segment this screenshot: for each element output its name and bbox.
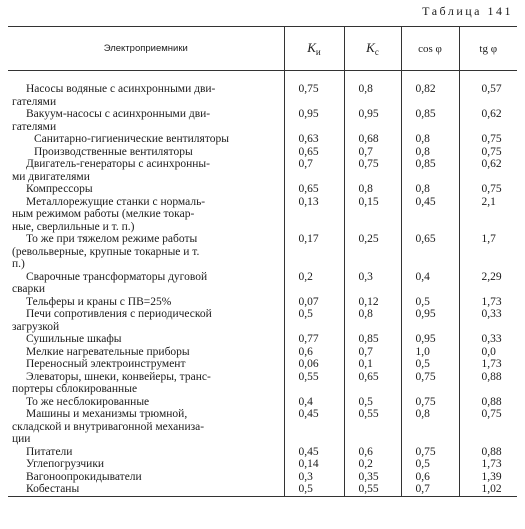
row-kc-value: 0,95 — [344, 108, 401, 133]
table-row — [8, 371, 517, 396]
row-tg-value: 0,88 — [459, 371, 517, 396]
row-cos-value: 1,0 — [401, 346, 459, 359]
row-tg-value: 0,62 — [459, 158, 517, 183]
table-row — [8, 483, 517, 496]
row-tg-value: 1,02 — [459, 483, 517, 496]
row-kc-value: 0,85 — [344, 333, 401, 346]
row-cos-value: 0,75 — [401, 371, 459, 396]
row-kc-value: 0,65 — [344, 371, 401, 396]
row-kc-value: 0,15 — [344, 196, 401, 234]
header-tg-phi: tg φ — [459, 27, 517, 71]
name-line: Насосы водяные с асинхронными дви- — [26, 83, 216, 95]
row-tg-value: 1,73 — [459, 458, 517, 471]
name-line: Компрессоры — [26, 183, 93, 195]
row-ki-value: 0,3 — [284, 471, 344, 484]
row-ki-value: 0,5 — [284, 308, 344, 333]
name-line: Вагоноопрокидыватели — [26, 470, 142, 483]
name-line: Мелкие нагревательные приборы — [26, 345, 190, 358]
header-cos-phi: cos φ — [401, 27, 459, 71]
row-kc-value: 0,35 — [344, 471, 401, 484]
row-consumer-name — [8, 271, 284, 296]
table-row — [8, 458, 517, 471]
name-line: ным режимом работы (мелкие токар- — [12, 208, 195, 220]
row-kc-value: 0,55 — [344, 483, 401, 496]
name-line: То же при тяжелом режиме работы — [26, 233, 198, 245]
row-consumer-name — [8, 408, 284, 446]
table-row — [8, 108, 517, 133]
name-line: (револьверные, крупные токарные и т. — [12, 245, 200, 258]
table-row — [8, 233, 517, 271]
name-line: То же несблокированные — [26, 395, 150, 408]
row-ki-value: 0,95 — [284, 108, 344, 133]
table-row — [8, 408, 517, 446]
table-row — [8, 308, 517, 333]
name-line: ные, сверлильные и т. п.) — [12, 220, 135, 233]
row-ki-value: 0,7 — [284, 158, 344, 183]
table-row — [8, 446, 517, 459]
header-ki: $К_и$ — [284, 27, 344, 71]
name-line: портеры сблокированные — [12, 383, 138, 395]
row-cos-value: 0,75 — [401, 446, 459, 459]
row-cos-value: 0,8 — [401, 146, 459, 159]
header-consumers: Электроприемники — [8, 27, 284, 71]
row-consumer-name — [8, 346, 284, 359]
row-cos-value: 0,5 — [401, 458, 459, 471]
row-kc-value: 0,7 — [344, 146, 401, 159]
name-line: ми двигателями — [12, 170, 90, 183]
row-consumer-name — [8, 108, 284, 133]
row-tg-value: 0,0 — [459, 346, 517, 359]
row-tg-value: 0,33 — [459, 308, 517, 333]
name-line: Сварочные трансформаторы дуговой — [26, 270, 208, 283]
row-ki-value: 0,63 — [284, 133, 344, 146]
row-consumer-name — [8, 358, 284, 371]
row-consumer-name — [8, 71, 284, 109]
row-kc-value: 0,5 — [344, 396, 401, 409]
row-kc-value: 0,2 — [344, 458, 401, 471]
row-tg-value: 1,39 — [459, 471, 517, 484]
row-consumer-name — [8, 396, 284, 409]
row-kc-value: 0,6 — [344, 446, 401, 459]
row-ki-value: 0,5 — [284, 483, 344, 496]
name-line: Печи сопротивления с периодической — [26, 308, 212, 320]
table-row — [8, 346, 517, 359]
row-kc-value: 0,7 — [344, 346, 401, 359]
name-line: ции — [12, 433, 31, 445]
name-line: гателями — [12, 120, 57, 133]
table-row — [8, 183, 517, 196]
row-cos-value: 0,95 — [401, 308, 459, 333]
row-consumer-name — [8, 458, 284, 471]
row-consumer-name — [8, 471, 284, 484]
table-body — [8, 71, 517, 497]
name-line: Питатели — [26, 445, 73, 458]
table-row — [8, 296, 517, 309]
row-cos-value: 0,5 — [401, 296, 459, 309]
row-cos-value: 0,75 — [401, 396, 459, 409]
table-row — [8, 358, 517, 371]
row-consumer-name — [8, 196, 284, 234]
name-line: Вакуум-насосы с асинхронными дви- — [26, 108, 211, 120]
name-line: гателями — [12, 95, 57, 108]
row-cos-value: 0,85 — [401, 158, 459, 183]
name-line: сварки — [12, 283, 45, 295]
name-line: Элеваторы, шнеки, конвейеры, транс- — [26, 370, 211, 383]
row-consumer-name — [8, 446, 284, 459]
row-ki-value: 0,55 — [284, 371, 344, 396]
row-ki-value: 0,65 — [284, 183, 344, 196]
row-cos-value: 0,82 — [401, 71, 459, 109]
row-cos-value: 0,95 — [401, 333, 459, 346]
row-consumer-name — [8, 296, 284, 309]
row-tg-value: 1,73 — [459, 296, 517, 309]
row-cos-value: 0,65 — [401, 233, 459, 271]
row-ki-value: 0,06 — [284, 358, 344, 371]
row-ki-value: 0,14 — [284, 458, 344, 471]
row-consumer-name — [8, 133, 284, 146]
row-kc-value: 0,1 — [344, 358, 401, 371]
row-kc-value: 0,3 — [344, 271, 401, 296]
name-line: Производственные вентиляторы — [34, 145, 193, 158]
row-tg-value: 0,75 — [459, 408, 517, 446]
row-tg-value: 0,75 — [459, 183, 517, 196]
row-consumer-name — [8, 158, 284, 183]
row-ki-value: 0,17 — [284, 233, 344, 271]
row-tg-value: 1,73 — [459, 358, 517, 371]
table-row — [8, 158, 517, 183]
header-kc: $К_с$ — [344, 27, 401, 71]
row-tg-value: 0,88 — [459, 446, 517, 459]
row-cos-value: 0,85 — [401, 108, 459, 133]
row-kc-value: 0,55 — [344, 408, 401, 446]
row-kc-value: 0,12 — [344, 296, 401, 309]
row-ki-value: 0,07 — [284, 296, 344, 309]
row-tg-value: 0,62 — [459, 108, 517, 133]
row-consumer-name — [8, 371, 284, 396]
row-ki-value: 0,75 — [284, 71, 344, 109]
table-row — [8, 133, 517, 146]
row-cos-value: 0,5 — [401, 358, 459, 371]
name-line: Санитарно-гигиенические вентиляторы — [34, 133, 229, 145]
name-line: складской и внутривагонной механиза- — [12, 420, 205, 433]
row-cos-value: 0,4 — [401, 271, 459, 296]
row-kc-value: 0,8 — [344, 183, 401, 196]
row-tg-value: 1,7 — [459, 233, 517, 271]
row-consumer-name — [8, 183, 284, 196]
row-consumer-name — [8, 233, 284, 271]
row-consumer-name — [8, 483, 284, 496]
row-ki-value: 0,13 — [284, 196, 344, 234]
name-line: Сушильные шкафы — [26, 333, 122, 345]
row-kc-value: 0,25 — [344, 233, 401, 271]
name-line: загрузкой — [12, 320, 60, 333]
row-tg-value: 2,1 — [459, 196, 517, 234]
name-line: Кобестаны — [26, 483, 80, 495]
row-kc-value: 0,68 — [344, 133, 401, 146]
row-kc-value: 0,8 — [344, 308, 401, 333]
name-line: Тельферы и краны с ПВ=25% — [26, 295, 172, 308]
table-row — [8, 146, 517, 159]
row-tg-value: 0,75 — [459, 133, 517, 146]
name-line: Переносный электроинструмент — [26, 358, 186, 370]
table-header — [8, 27, 517, 71]
name-line: Машины и механизмы трюмной, — [26, 408, 188, 420]
row-ki-value: 0,6 — [284, 346, 344, 359]
row-cos-value: 0,8 — [401, 183, 459, 196]
row-consumer-name — [8, 308, 284, 333]
row-tg-value: 2,29 — [459, 271, 517, 296]
row-tg-value: 0,57 — [459, 71, 517, 109]
row-ki-value: 0,77 — [284, 333, 344, 346]
table-caption: Таблица 141 — [422, 4, 513, 18]
table-row — [8, 71, 517, 109]
row-tg-value: 0,33 — [459, 333, 517, 346]
table-row — [8, 333, 517, 346]
row-kc-value: 0,8 — [344, 71, 401, 109]
row-ki-value: 0,45 — [284, 446, 344, 459]
row-ki-value: 0,4 — [284, 396, 344, 409]
row-tg-value: 0,88 — [459, 396, 517, 409]
table-row — [8, 471, 517, 484]
row-kc-value: 0,75 — [344, 158, 401, 183]
row-cos-value: 0,8 — [401, 408, 459, 446]
row-ki-value: 0,2 — [284, 271, 344, 296]
row-cos-value: 0,7 — [401, 483, 459, 496]
table-row — [8, 196, 517, 234]
name-line: п.) — [12, 258, 25, 270]
table-row — [8, 271, 517, 296]
data-table — [8, 26, 517, 497]
table-row — [8, 396, 517, 409]
row-consumer-name — [8, 146, 284, 159]
row-ki-value: 0,65 — [284, 146, 344, 159]
row-cos-value: 0,8 — [401, 133, 459, 146]
row-tg-value: 0,75 — [459, 146, 517, 159]
name-line: Металлорежущие станки с нормаль- — [26, 195, 206, 208]
row-cos-value: 0,6 — [401, 471, 459, 484]
row-consumer-name — [8, 333, 284, 346]
name-line: Двигатель-генераторы с асинхронны- — [26, 158, 210, 170]
row-cos-value: 0,45 — [401, 196, 459, 234]
name-line: Углепогрузчики — [26, 458, 105, 470]
row-ki-value: 0,45 — [284, 408, 344, 446]
